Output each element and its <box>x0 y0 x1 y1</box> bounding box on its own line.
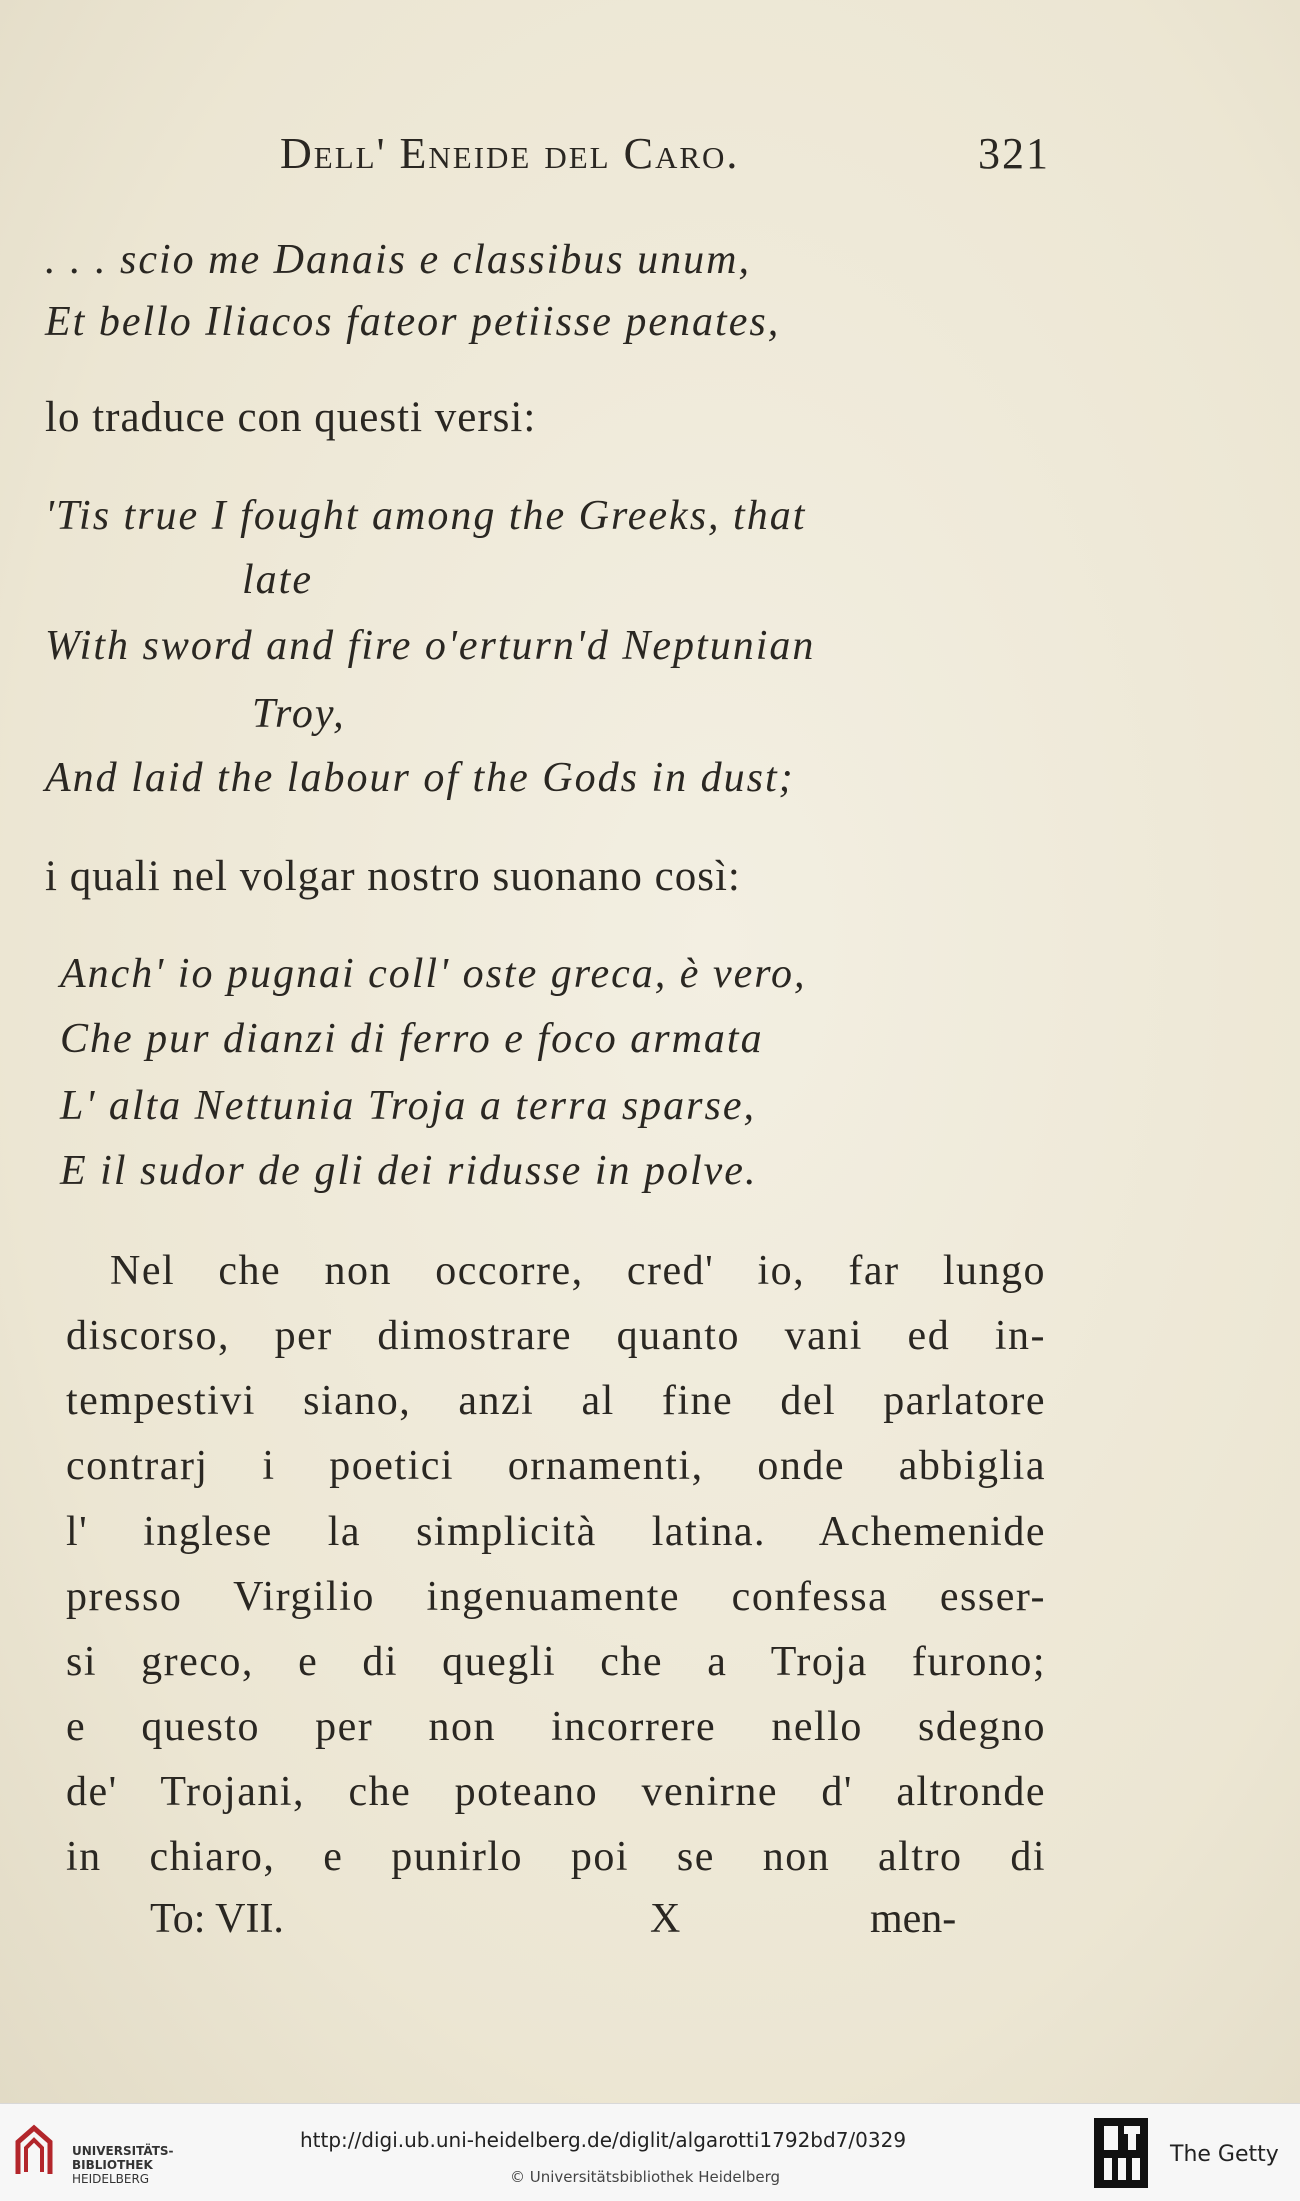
copyright-notice: © Universitätsbibliothek Heidelberg <box>510 2168 781 2186</box>
page-number: 321 <box>978 129 1050 178</box>
paragraph-line: tempestivi siano, anzi al fine del parlatore <box>66 1378 1046 1424</box>
english-verse-line: With sword and fire o'erturn'd Neptunian <box>45 623 816 669</box>
latin-verse-line: . . . scio me Danais e classibus unum, <box>45 237 751 283</box>
permalink-url[interactable]: http://digi.ub.uni-heidelberg.de/diglit/algarotti1792bd7/0329 <box>300 2128 907 2152</box>
paragraph-line: discorso, per dimostrare quanto vani ed in- <box>66 1313 1046 1359</box>
paragraph-line: l' inglese la simplicità latina. Achemenide <box>66 1509 1046 1555</box>
page-footer <box>150 1895 990 1951</box>
running-header <box>280 128 1050 188</box>
italian-verse-line: E il sudor de gli dei ridusse in polve. <box>60 1148 758 1194</box>
english-verse-line: 'Tis true I fought among the Greeks, that <box>45 493 807 539</box>
italian-verse-line: Che pur dianzi di ferro e foco armata <box>60 1016 764 1062</box>
italian-verse-line: L' alta Nettunia Troja a terra sparse, <box>60 1083 757 1129</box>
paragraph-line: presso Virgilio ingenuamente confessa esser- <box>66 1574 1046 1620</box>
paragraph-line: in chiaro, e punirlo poi se non altro di <box>66 1834 1046 1880</box>
running-title: Dell' Eneide del Caro. <box>280 129 740 178</box>
english-verse-line: Troy, <box>252 691 346 737</box>
partner-name[interactable]: The Getty <box>1170 2142 1279 2167</box>
volume-mark: To: VII. <box>150 1896 284 1942</box>
intro-italian: i quali nel volgar nostro suonano così: <box>45 853 741 900</box>
catchword: men- <box>870 1896 957 1942</box>
english-verse-line: And laid the labour of the Gods in dust; <box>45 755 795 801</box>
italian-verse-line: Anch' io pugnai coll' oste greca, è vero, <box>60 951 807 997</box>
paragraph-line: e questo per non incorrere nello sdegno <box>66 1704 1046 1750</box>
paragraph-line: de' Trojani, che poteano venirne d' altronde <box>66 1769 1046 1815</box>
institution-name: UNIVERSITÄTS- BIBLIOTHEK HEIDELBERG <box>72 2144 174 2186</box>
paragraph-line: si greco, e di quegli che a Troja furono; <box>66 1639 1046 1685</box>
paragraph-line: Nel che non occorre, cred' io, far lungo <box>110 1248 1046 1294</box>
getty-logo-icon[interactable] <box>1092 2116 1150 2190</box>
heidelberg-seal-icon <box>12 2122 56 2182</box>
english-verse-line: late <box>242 557 313 603</box>
intro-english: lo traduce con questi versi: <box>45 394 537 441</box>
signature-mark: X <box>650 1896 681 1942</box>
heidelberg-logo[interactable] <box>12 2122 174 2186</box>
viewer-footer-bar <box>0 2103 1300 2201</box>
latin-verse-line: Et bello Iliacos fateor petiisse penates, <box>45 299 781 345</box>
paragraph-line: contrarj i poetici ornamenti, onde abbiglia <box>66 1443 1046 1489</box>
